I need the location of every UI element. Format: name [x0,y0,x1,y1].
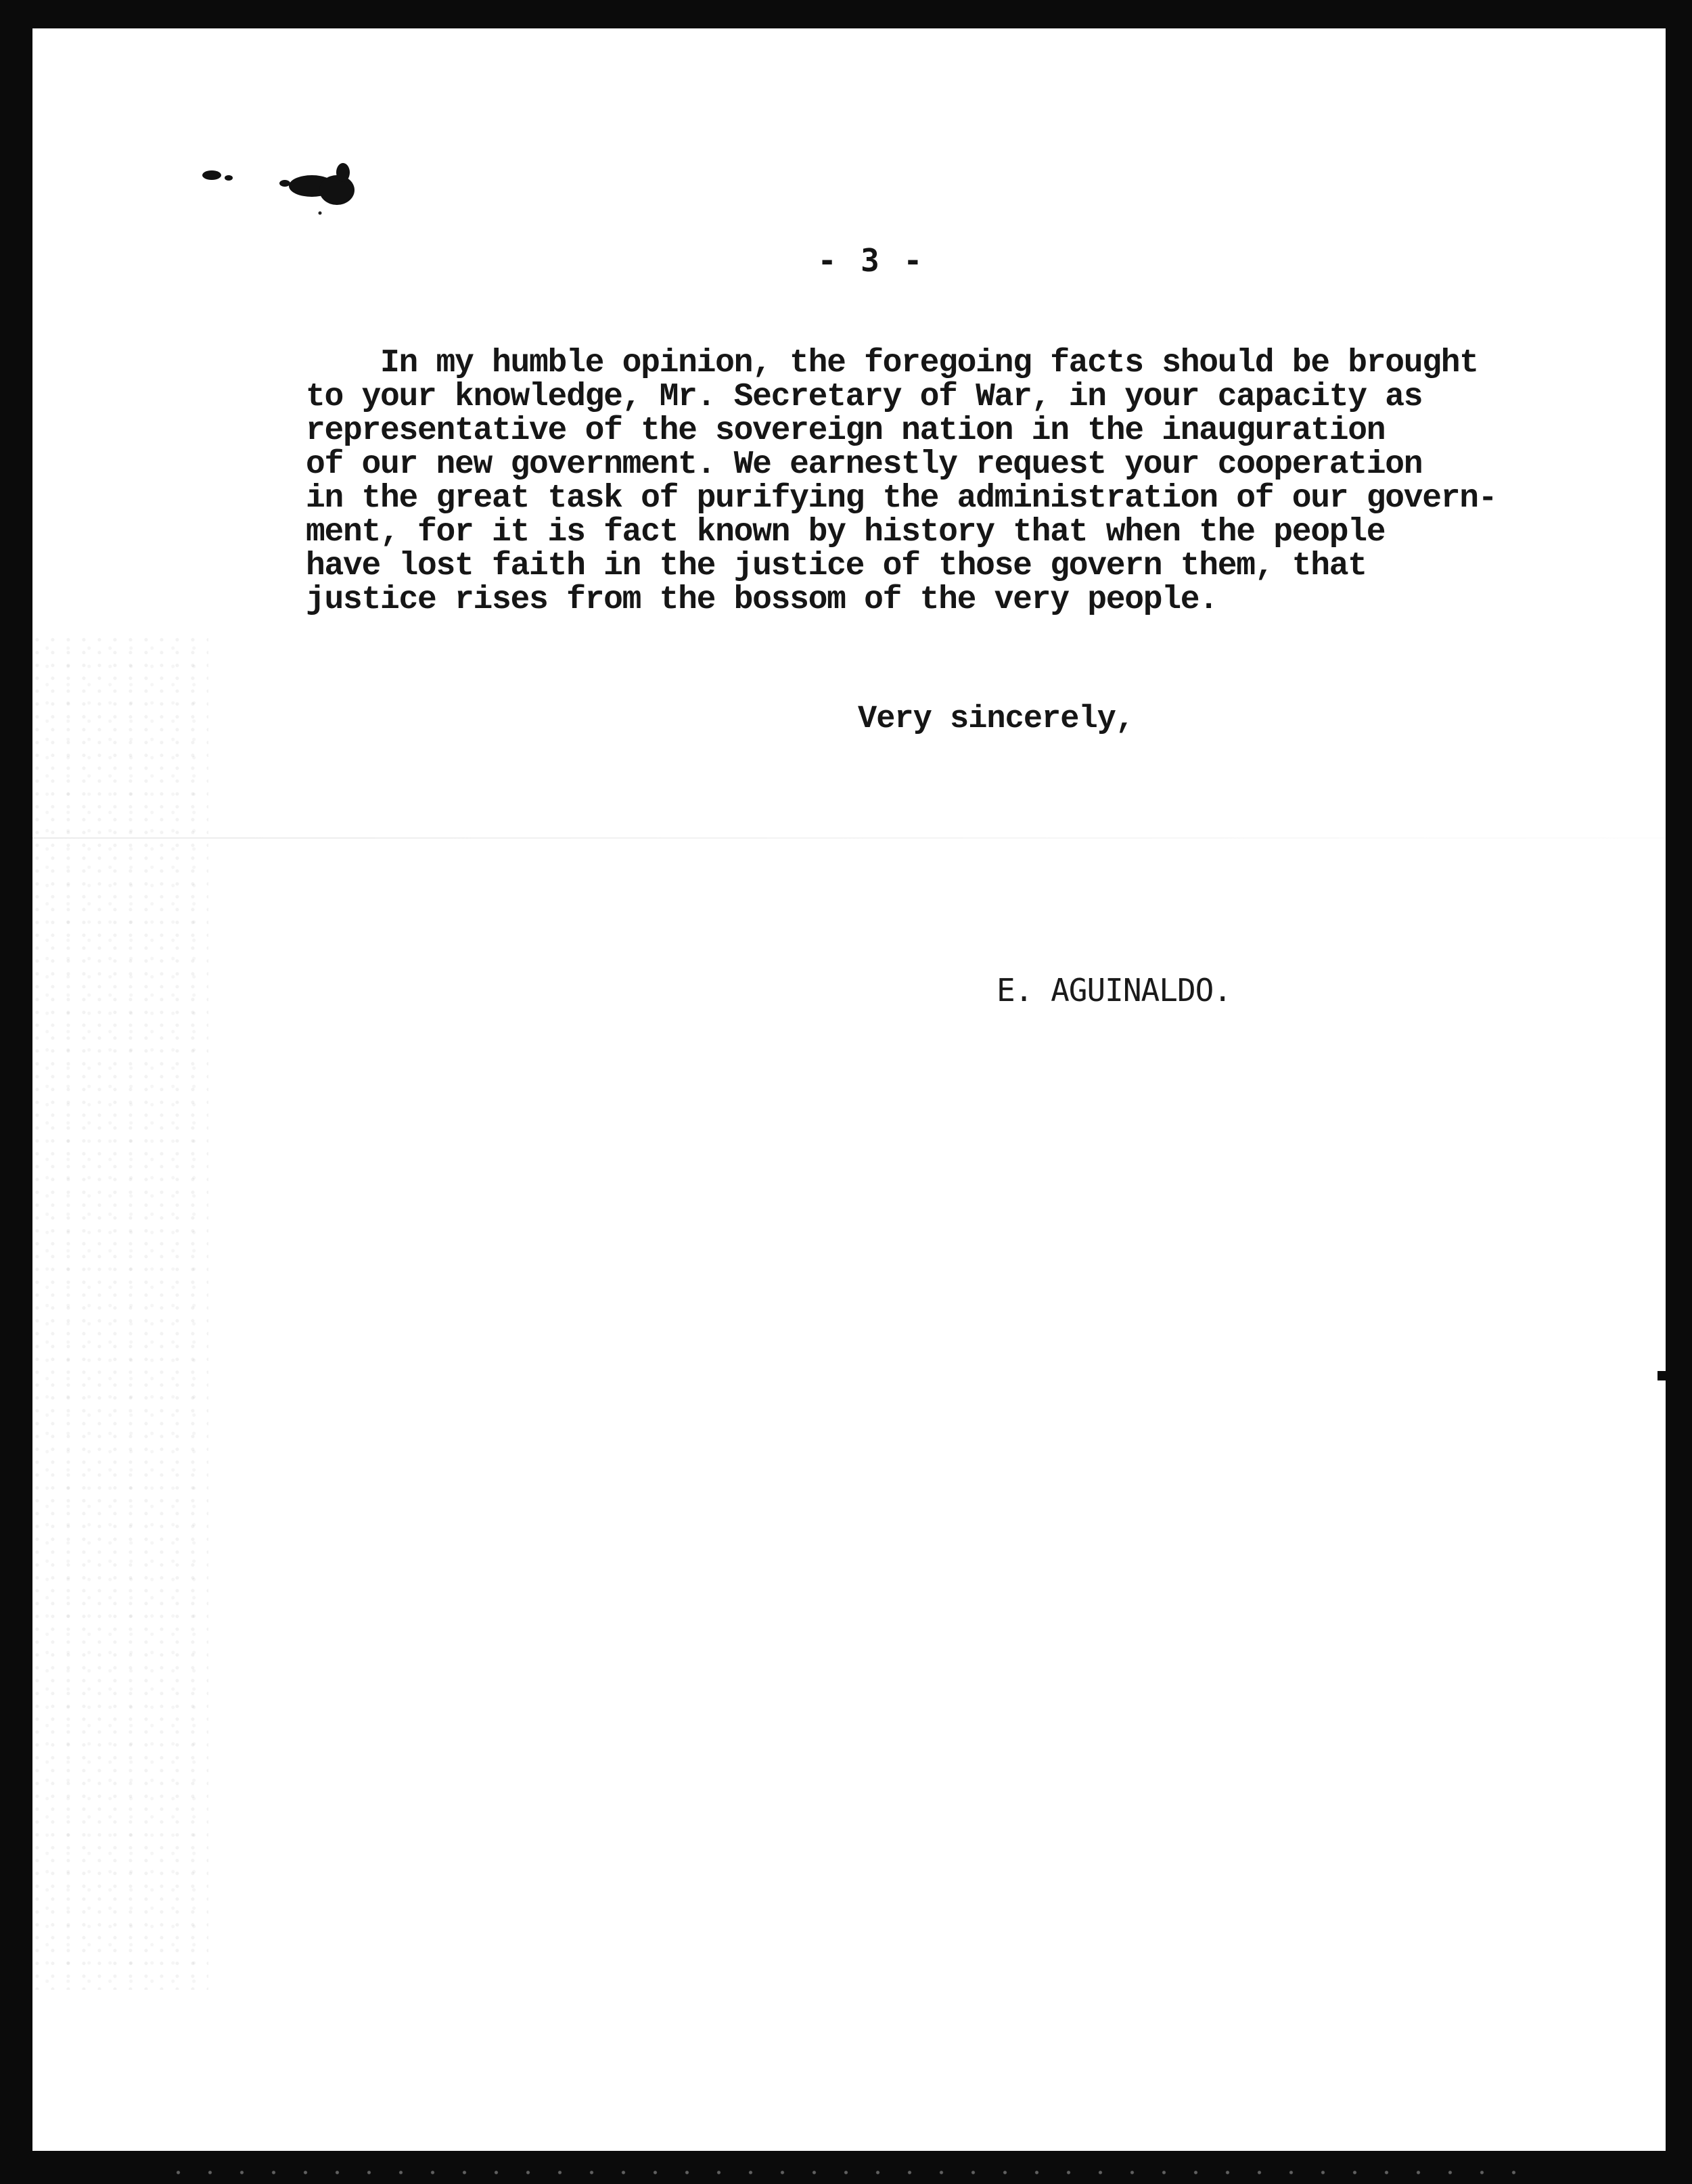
signature-name: E. AGUINALDO. [997,972,1232,1008]
paper-fold-line [32,837,1666,839]
body-line: In my humble opinion, the foregoing facts should be brought [306,345,1478,381]
ink-blot-mark [178,133,394,228]
paper-sheet [32,28,1666,2151]
body-line: to your knowledge, Mr. Secretary of War, in your capacity as [306,379,1423,415]
body-line: of our new government. We earnestly request your cooperation [306,446,1423,483]
body-line: representative of the sovereign nation in the inauguration [306,413,1386,449]
body-line: justice rises from the bossom of the very people. [306,582,1218,618]
body-line: have lost faith in the justice of those govern them, that [306,548,1367,584]
letter-body [306,346,1625,617]
paper-speckle [32,637,208,1990]
edge-notch [1657,1371,1666,1380]
page-number: - 3 - [817,242,925,279]
closing-salutation: Very sincerely, [858,701,1135,737]
body-line: in the great task of purifying the administration of our govern- [306,480,1497,517]
body-line: ment, for it is fact known by history that when the people [306,514,1386,551]
film-edge-flecks [162,2168,1542,2177]
